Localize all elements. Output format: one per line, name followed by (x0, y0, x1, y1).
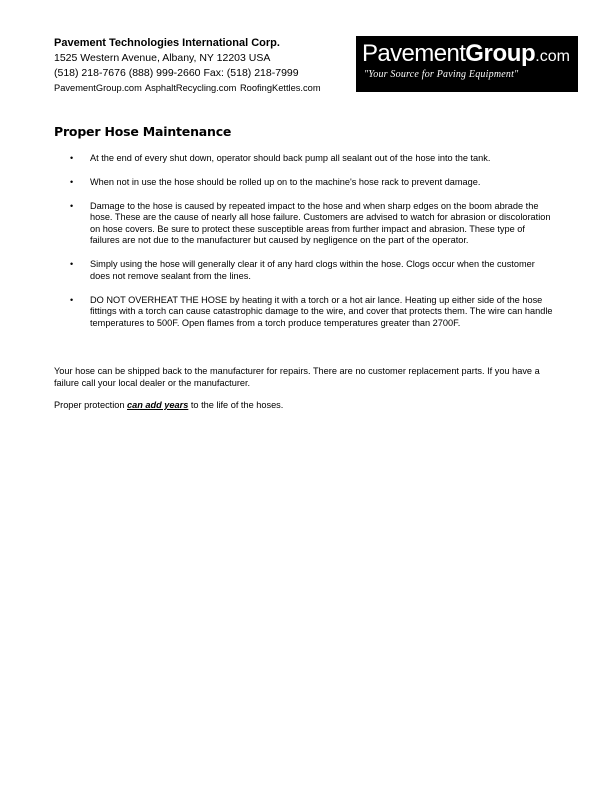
pavementgroup-logo (356, 36, 578, 92)
bullet-icon: • (70, 176, 74, 187)
list-item: • Damage to the hose is caused by repeated impact to the hose and when sharp edges on the boom abrade the hose. These are the cause of nearly all hose failure. Customers are advised to watch for abrasion or discoloration on hose covers. Be sure to protect these susceptible areas from further impact and abrasion. These type of failures are not due to the manufacturer but caused by negligence on the part of the operator. (70, 200, 551, 246)
list-item: • Simply using the hose will generally clear it of any hard clogs within the hose. Clogs occur when the customer does not remove sealant from the lines. (70, 259, 535, 281)
logo-wordmark: PavementGroup.com (362, 40, 570, 67)
protection-paragraph: Proper protection can add years to the life of the hoses. (54, 400, 284, 410)
bullet-icon: • (70, 153, 74, 163)
company-info (54, 36, 354, 96)
document-title: Proper Hose Maintenance (54, 124, 232, 139)
emphasis-text: can add years (127, 400, 189, 410)
company-address: 1525 Western Avenue, Albany, NY 12203 USA (54, 52, 271, 64)
company-websites: PavementGroup.com AsphaltRecycling.com RoofingKettles.com (54, 83, 321, 93)
logo-tagline: "Your Source for Paving Equipment" (364, 69, 519, 80)
list-item: • When not in use the hose should be rolled up on to the machine's hose rack to prevent damage. (70, 176, 481, 187)
maintenance-list (54, 153, 554, 341)
list-item: • At the end of every shut down, operator should back pump all sealant out of the hose into the tank. (70, 153, 491, 163)
bullet-icon: • (70, 200, 74, 211)
list-item: • DO NOT OVERHEAT THE HOSE by heating it with a torch or a hot air lance. Heating up either side of the hose fittings with a torch can cause catastrophic damage to the wire, and cover that protects them. The wire can handle temperatures to 500F. Open flames from a torch produce temperatures greater than 2700F. (70, 294, 553, 328)
repair-paragraph: Your hose can be shipped back to the manufacturer for repairs. There are no customer replacement parts. If you have a failure call your local dealer or the manufacturer. (54, 366, 540, 388)
company-phones: (518) 218-7676 (888) 999-2660 Fax: (518) 218-7999 (54, 67, 299, 79)
company-name: Pavement Technologies International Corp. (54, 37, 280, 49)
bullet-icon: • (70, 294, 74, 305)
bullet-icon: • (70, 259, 74, 270)
